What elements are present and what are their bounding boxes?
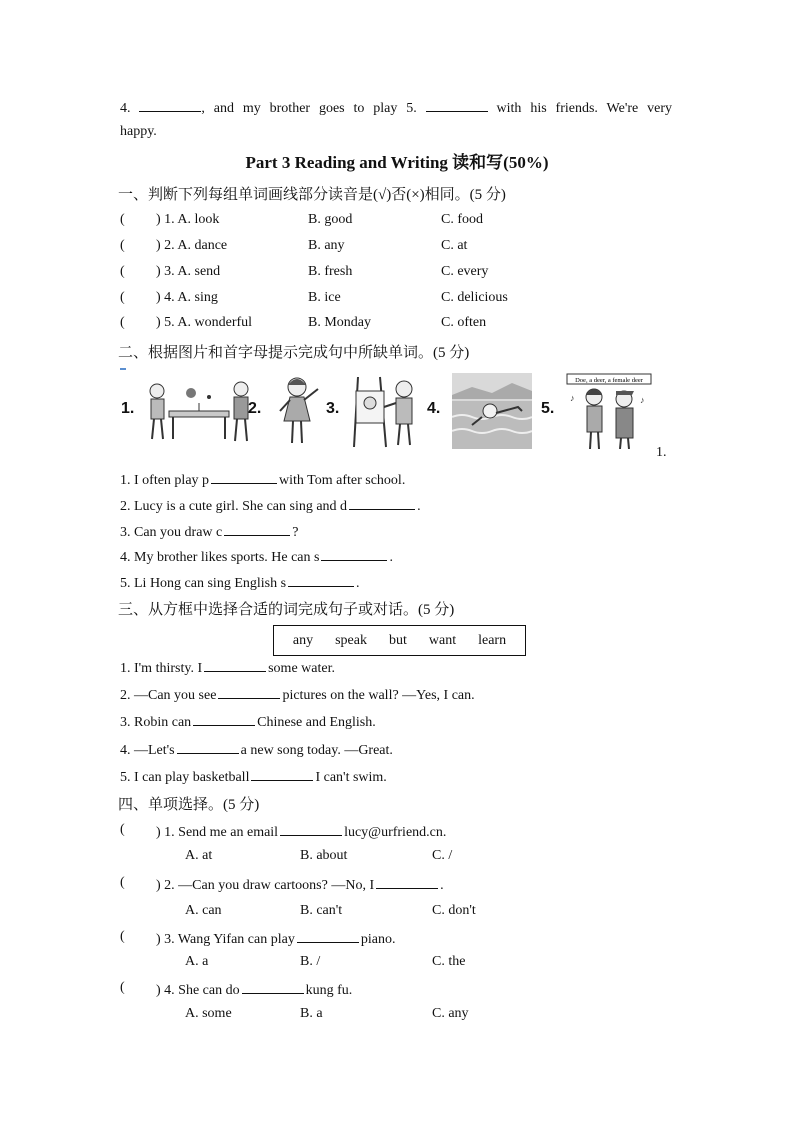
sentence-text: a new song today. —Great. xyxy=(240,743,393,758)
mc-question xyxy=(156,929,395,948)
answer-blank[interactable] xyxy=(280,822,342,836)
answer-blank[interactable] xyxy=(218,685,280,699)
fill-in-sentence xyxy=(120,767,387,786)
question-text: ) 4. She can do xyxy=(156,983,240,998)
fill-in-sentence xyxy=(120,573,360,592)
sentence-text: pictures on the wall? —Yes, I can. xyxy=(282,688,475,703)
sentence-text: 1. I'm thirsty. I xyxy=(120,661,203,676)
mc-question xyxy=(156,980,352,999)
drawing-picture xyxy=(350,373,422,449)
choice-c[interactable]: C. don't xyxy=(432,903,476,918)
option-c: C. often xyxy=(441,315,487,330)
item-number: 4. xyxy=(120,101,131,116)
question-option-a: ) 1. A. look xyxy=(156,212,220,227)
answer-blank[interactable] xyxy=(251,767,313,781)
option-b: B. fresh xyxy=(308,264,353,279)
part-title: Part 3 Reading and Writing 读和写(50%) xyxy=(245,153,549,172)
sentence-text: 3. Robin can xyxy=(120,715,192,730)
svg-text:♪: ♪ xyxy=(640,395,645,405)
answer-blank[interactable] xyxy=(349,496,415,510)
answer-paren[interactable]: ( xyxy=(120,238,125,253)
fill-in-sentence xyxy=(120,496,421,515)
question-text: piano. xyxy=(360,932,396,947)
picture-caption: 1. xyxy=(656,445,667,460)
question-option-a: ) 3. A. send xyxy=(156,264,221,279)
fill-in-sentence xyxy=(120,547,393,566)
fill-in-sentence xyxy=(120,712,376,731)
answer-blank[interactable] xyxy=(211,470,277,484)
fill-in-sentence xyxy=(120,685,475,704)
table-tennis-picture xyxy=(143,373,253,449)
option-b: B. Monday xyxy=(308,315,371,330)
mc-question xyxy=(156,875,444,894)
picture-number: 5. xyxy=(541,400,555,417)
choice-a[interactable]: A. some xyxy=(185,1006,232,1021)
answer-blank[interactable] xyxy=(321,547,387,561)
question-text: ) 2. —Can you draw cartoons? —No, I xyxy=(156,878,375,893)
answer-paren[interactable]: ( xyxy=(120,315,125,330)
option-b: B. good xyxy=(308,212,353,227)
answer-blank[interactable] xyxy=(242,980,304,994)
sentence-text: I can't swim. xyxy=(315,770,387,785)
answer-paren[interactable]: ( xyxy=(120,875,125,890)
answer-blank[interactable] xyxy=(139,98,201,112)
answer-paren[interactable]: ( xyxy=(120,980,125,995)
fill-in-sentence xyxy=(120,658,335,677)
choice-b[interactable]: B. can't xyxy=(300,903,343,918)
answer-blank[interactable] xyxy=(288,573,354,587)
fill-in-sentence xyxy=(120,470,405,489)
question-text: ) 3. Wang Yifan can play xyxy=(156,932,295,947)
speech-bubble-text: Doe, a deer, a female deer xyxy=(575,377,643,384)
sentence-text: . xyxy=(356,576,360,591)
picture-number: 4. xyxy=(427,400,441,417)
answer-blank[interactable] xyxy=(204,658,266,672)
sentence-text: 4. My brother likes sports. He can s xyxy=(120,550,320,565)
picture-number: 2. xyxy=(248,400,262,417)
option-b: B. ice xyxy=(308,290,341,305)
word-bank-word: learn xyxy=(478,632,507,648)
singing-do-re-mi-picture xyxy=(564,373,656,449)
sentence-text: with his friends. We're very xyxy=(496,101,673,116)
answer-paren[interactable]: ( xyxy=(120,822,125,837)
option-c: C. food xyxy=(441,212,483,227)
question-option-a: ) 5. A. wonderful xyxy=(156,315,253,330)
answer-paren[interactable]: ( xyxy=(120,929,125,944)
option-c: C. every xyxy=(441,264,489,279)
svg-text:♪: ♪ xyxy=(570,393,575,403)
choice-c[interactable]: C. / xyxy=(432,848,453,863)
section-1-heading: 一、判断下列每组单词画线部分读音是(√)否(×)相同。(5 分) xyxy=(118,187,506,203)
question-text: kung fu. xyxy=(305,983,353,998)
word-bank xyxy=(273,625,526,656)
answer-blank[interactable] xyxy=(376,875,438,889)
sentence-text: ? xyxy=(292,525,299,540)
swimming-picture xyxy=(452,373,532,449)
choice-b[interactable]: B. a xyxy=(300,1006,323,1021)
section-3-heading: 三、从方框中选择合适的词完成句子或对话。(5 分) xyxy=(118,602,455,618)
option-c: C. at xyxy=(441,238,468,253)
question-option-a: ) 4. A. sing xyxy=(156,290,218,305)
sentence-text: some water. xyxy=(268,661,335,676)
sentence-continuation: happy. xyxy=(120,124,157,139)
sentence-text: . xyxy=(417,499,421,514)
word-bank-word: speak xyxy=(335,632,367,648)
section-2-heading: 二、根据图片和首字母提示完成句中所缺单词。(5 分) xyxy=(118,345,470,361)
picture-number: 3. xyxy=(326,400,340,417)
choice-c[interactable]: C. the xyxy=(432,954,466,969)
word-bank-word: any xyxy=(292,632,314,648)
sentence-text: 2. —Can you see xyxy=(120,688,217,703)
choice-c[interactable]: C. any xyxy=(432,1006,469,1021)
sentence-text: 5. Li Hong can sing English s xyxy=(120,576,287,591)
choice-b[interactable]: B. / xyxy=(300,954,321,969)
sentence-text: 5. I can play basketball xyxy=(120,770,250,785)
fill-in-sentence xyxy=(120,740,393,759)
sentence-text: 4. —Let's xyxy=(120,743,175,758)
choice-a[interactable]: A. can xyxy=(185,903,222,918)
question-text: lucy@urfriend.cn. xyxy=(344,825,447,840)
sentence-text: 1. I often play p xyxy=(120,473,210,488)
girl-singing-picture xyxy=(270,373,325,449)
answer-paren[interactable]: ( xyxy=(120,290,125,305)
word-bank-word: want xyxy=(428,632,457,648)
mc-question xyxy=(156,822,446,841)
fill-in-sentence xyxy=(120,522,298,541)
sentence-text: 2. Lucy is a cute girl. She can sing and d xyxy=(120,499,348,514)
sentence-text: Chinese and English. xyxy=(257,715,376,730)
choice-a[interactable]: A. at xyxy=(185,848,213,863)
answer-blank[interactable] xyxy=(426,98,488,112)
sentence-text: 3. Can you draw c xyxy=(120,525,223,540)
question-text: . xyxy=(440,878,444,893)
answer-blank[interactable] xyxy=(193,712,255,726)
choice-a[interactable]: A. a xyxy=(185,954,209,969)
answer-blank[interactable] xyxy=(177,740,239,754)
blue-mark xyxy=(120,368,126,370)
question-option-a: ) 2. A. dance xyxy=(156,238,228,253)
answer-blank[interactable] xyxy=(297,929,359,943)
answer-paren[interactable]: ( xyxy=(120,264,125,279)
choice-b[interactable]: B. about xyxy=(300,848,348,863)
question-text: ) 1. Send me an email xyxy=(156,825,279,840)
sentence-text: , and my brother goes to play 5. xyxy=(201,101,417,116)
answer-paren[interactable]: ( xyxy=(120,212,125,227)
answer-blank[interactable] xyxy=(224,522,290,536)
picture-number: 1. xyxy=(121,400,135,417)
option-b: B. any xyxy=(308,238,345,253)
option-c: C. delicious xyxy=(441,290,508,305)
sentence-text: with Tom after school. xyxy=(279,473,406,488)
word-bank-word: but xyxy=(389,632,407,648)
sentence-text: . xyxy=(389,550,393,565)
section-4-heading: 四、单项选择。(5 分) xyxy=(118,797,260,813)
fill-line-4-5 xyxy=(120,98,672,117)
